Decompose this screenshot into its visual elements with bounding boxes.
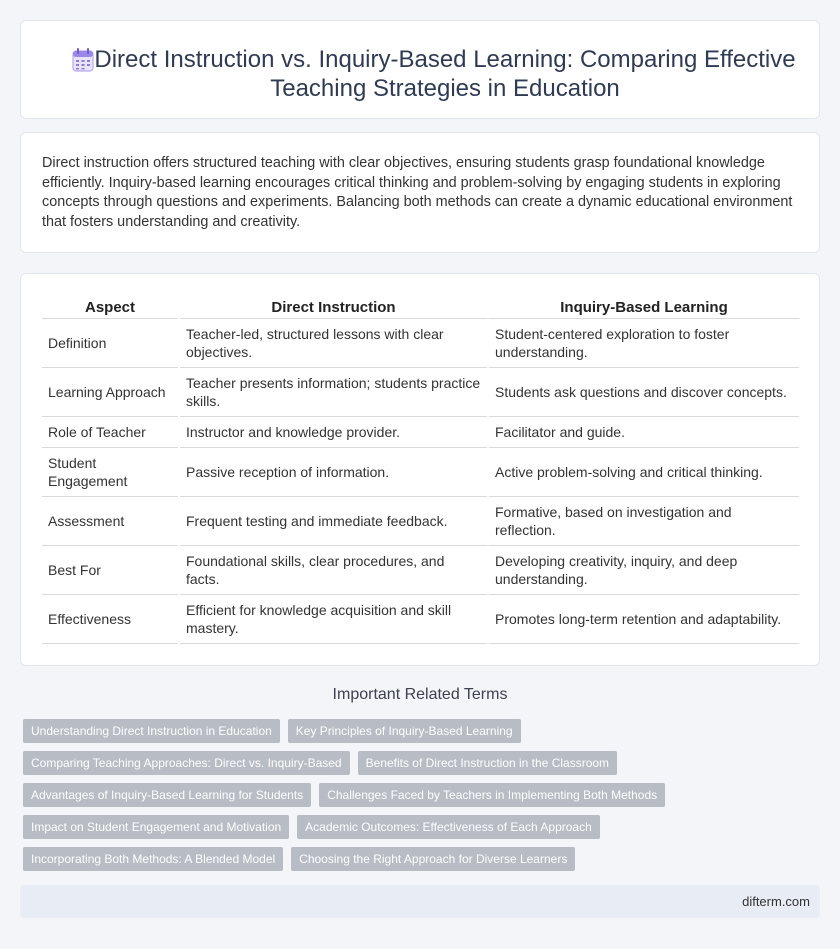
table-row bbox=[42, 367, 799, 416]
header-inquiry-based: Inquiry-Based Learning bbox=[488, 295, 799, 318]
related-term-chip[interactable]: Benefits of Direct Instruction in the Classroom bbox=[358, 751, 617, 775]
related-terms-row bbox=[23, 751, 617, 775]
table-cell-aspect: Effectiveness bbox=[42, 594, 179, 643]
table-cell-direct: Teacher presents information; students practice skills. bbox=[179, 367, 488, 416]
comparison-card bbox=[20, 273, 820, 666]
table-cell-aspect: Student Engagement bbox=[42, 447, 179, 496]
footer-site-link[interactable]: difterm.com bbox=[742, 894, 810, 909]
table-cell-direct: Passive reception of information. bbox=[179, 447, 488, 496]
table-cell-direct: Teacher-led, structured lessons with clear objectives. bbox=[179, 318, 488, 367]
table-cell-direct: Frequent testing and immediate feedback. bbox=[179, 496, 488, 545]
related-term-chip[interactable]: Understanding Direct Instruction in Education bbox=[23, 719, 280, 743]
related-term-chip[interactable]: Academic Outcomes: Effectiveness of Each Approach bbox=[297, 815, 600, 839]
related-terms-heading: Important Related Terms bbox=[332, 686, 508, 703]
table-cell-direct: Efficient for knowledge acquisition and skill mastery. bbox=[179, 594, 488, 643]
header-direct-instruction: Direct Instruction bbox=[179, 295, 488, 318]
table-cell-inquiry: Students ask questions and discover concepts. bbox=[488, 367, 799, 416]
title-card bbox=[20, 20, 820, 119]
footer-bar bbox=[20, 885, 820, 918]
table-row bbox=[42, 318, 799, 367]
related-term-chip[interactable]: Advantages of Inquiry-Based Learning for Students bbox=[23, 783, 311, 807]
table-cell-inquiry: Facilitator and guide. bbox=[488, 416, 799, 447]
table-cell-aspect: Assessment bbox=[42, 496, 179, 545]
table-cell-inquiry: Promotes long-term retention and adaptability. bbox=[488, 594, 799, 643]
table-cell-inquiry: Student-centered exploration to foster understanding. bbox=[488, 318, 799, 367]
header-aspect: Aspect bbox=[42, 295, 179, 318]
table-cell-aspect: Role of Teacher bbox=[42, 416, 179, 447]
table-row bbox=[42, 447, 799, 496]
table-row bbox=[42, 545, 799, 594]
page-title: Direct Instruction vs. Inquiry-Based Learning: Comparing Effective Teaching Strategies in Education bbox=[94, 46, 796, 102]
related-term-chip[interactable]: Key Principles of Inquiry-Based Learning bbox=[288, 719, 521, 743]
table-cell-aspect: Learning Approach bbox=[42, 367, 179, 416]
comparison-table bbox=[42, 295, 799, 644]
table-row bbox=[42, 496, 799, 545]
related-terms-row bbox=[23, 815, 600, 839]
table-cell-direct: Instructor and knowledge provider. bbox=[179, 416, 488, 447]
table-cell-aspect: Best For bbox=[42, 545, 179, 594]
related-term-chip[interactable]: Challenges Faced by Teachers in Implementing Both Methods bbox=[319, 783, 665, 807]
table-cell-direct: Foundational skills, clear procedures, and facts. bbox=[179, 545, 488, 594]
related-terms-row bbox=[23, 783, 665, 807]
related-term-chip[interactable]: Choosing the Right Approach for Diverse Learners bbox=[291, 847, 575, 871]
related-terms-row bbox=[23, 847, 575, 871]
related-terms-row bbox=[23, 719, 521, 743]
table-header-row bbox=[42, 295, 799, 318]
table-cell-aspect: Definition bbox=[42, 318, 179, 367]
table-cell-inquiry: Developing creativity, inquiry, and deep understanding. bbox=[488, 545, 799, 594]
table-row bbox=[42, 594, 799, 643]
related-term-chip[interactable]: Impact on Student Engagement and Motivation bbox=[23, 815, 289, 839]
intro-paragraph: Direct instruction offers structured teaching with clear objectives, ensuring students grasp foundational knowledge efficiently. Inquiry-based learning encourages critical thinking and problem-solving by engaging students in exploring concepts through questions and experiments. Balancing both methods can create a dynamic educational environment that fosters understanding and creativity. bbox=[42, 155, 793, 230]
related-term-chip[interactable]: Comparing Teaching Approaches: Direct vs. Inquiry-Based bbox=[23, 751, 350, 775]
table-row bbox=[42, 416, 799, 447]
table-cell-inquiry: Formative, based on investigation and reflection. bbox=[488, 496, 799, 545]
related-term-chip[interactable]: Incorporating Both Methods: A Blended Model bbox=[23, 847, 283, 871]
intro-card bbox=[20, 132, 820, 253]
table-cell-inquiry: Active problem-solving and critical thinking. bbox=[488, 447, 799, 496]
